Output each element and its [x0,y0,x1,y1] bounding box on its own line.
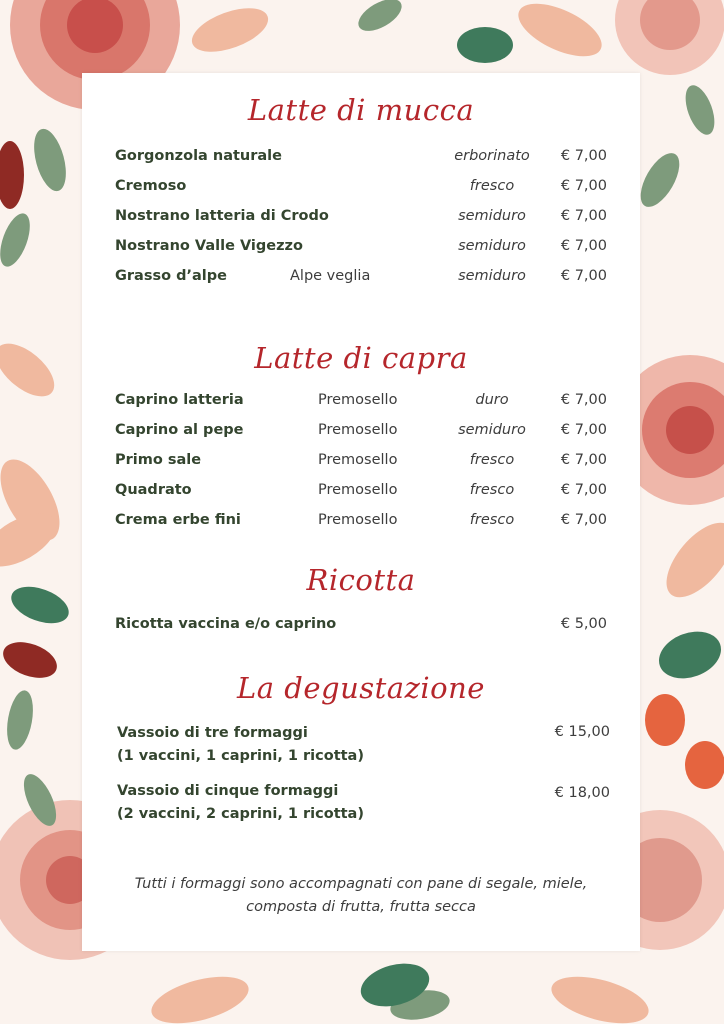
menu-card [82,73,640,951]
menu-item [82,422,640,444]
platter-price: € 18,00 [554,785,610,801]
item-price: € 7,00 [560,512,607,528]
item-name: Ricotta vaccina e/o caprino [115,616,337,632]
section-title-la-degustazione: La degustazione [237,671,485,705]
item-type: duro [475,392,509,408]
item-name: Nostrano Valle Vigezzo [115,238,303,254]
item-name: Cremoso [115,178,187,194]
item-price: € 7,00 [560,452,607,468]
item-origin: Alpe veglia [290,268,371,284]
menu-item [82,238,640,260]
item-type: fresco [469,452,515,468]
footer-line-1: Tutti i formaggi sono accompagnati con pane di segale, miele, [134,876,588,892]
item-origin: Premosello [318,422,398,438]
platter-name: Vassoio di tre formaggi [117,725,308,741]
item-price: € 5,00 [560,616,607,632]
section-title-latte-di-capra: Latte di capra [254,341,468,375]
menu-item [82,268,640,290]
item-type: semiduro [458,422,526,438]
menu-item [82,392,640,414]
menu-item [82,512,640,534]
item-price: € 7,00 [560,208,607,224]
item-price: € 7,00 [560,422,607,438]
menu-item [82,482,640,504]
footer-note [82,873,640,919]
tasting-platter-item [117,780,364,826]
item-type: erborinato [454,148,530,164]
rose-icon [615,0,724,75]
item-name: Gorgonzola naturale [115,148,282,164]
item-name: Primo sale [115,452,202,468]
item-price: € 7,00 [560,392,607,408]
flower-icon [645,694,724,789]
platter-name: Vassoio di cinque formaggi [117,783,339,799]
item-name: Quadrato [115,482,192,498]
menu-item [82,148,640,170]
item-price: € 7,00 [560,178,607,194]
item-type: semiduro [458,238,526,254]
item-price: € 7,00 [560,238,607,254]
item-name: Caprino latteria [115,392,244,408]
item-name: Caprino al pepe [115,422,244,438]
item-price: € 7,00 [560,482,607,498]
item-origin: Premosello [318,482,398,498]
item-type: fresco [469,482,515,498]
item-origin: Premosello [318,452,398,468]
tasting-platter-item [117,722,364,768]
platter-price: € 15,00 [554,724,610,740]
item-origin: Premosello [318,392,398,408]
menu-item [82,452,640,474]
item-name: Nostrano latteria di Crodo [115,208,329,224]
item-price: € 7,00 [560,148,607,164]
section-title-latte-di-mucca: Latte di mucca [247,93,475,127]
item-price: € 7,00 [560,268,607,284]
item-type: fresco [469,512,515,528]
menu-item [82,208,640,230]
menu-item [82,616,640,638]
platter-composition: (2 vaccini, 2 caprini, 1 ricotta) [117,806,364,822]
item-type: semiduro [458,208,526,224]
item-origin: Premosello [318,512,398,528]
footer-line-2: composta di frutta, frutta secca [246,899,476,915]
item-name: Crema erbe fini [115,512,241,528]
section-title-ricotta: Ricotta [306,563,416,597]
platter-composition: (1 vaccini, 1 caprini, 1 ricotta) [117,748,364,764]
item-type: fresco [469,178,515,194]
item-name: Grasso d’alpe [115,268,227,284]
menu-item [82,178,640,200]
item-type: semiduro [458,268,526,284]
